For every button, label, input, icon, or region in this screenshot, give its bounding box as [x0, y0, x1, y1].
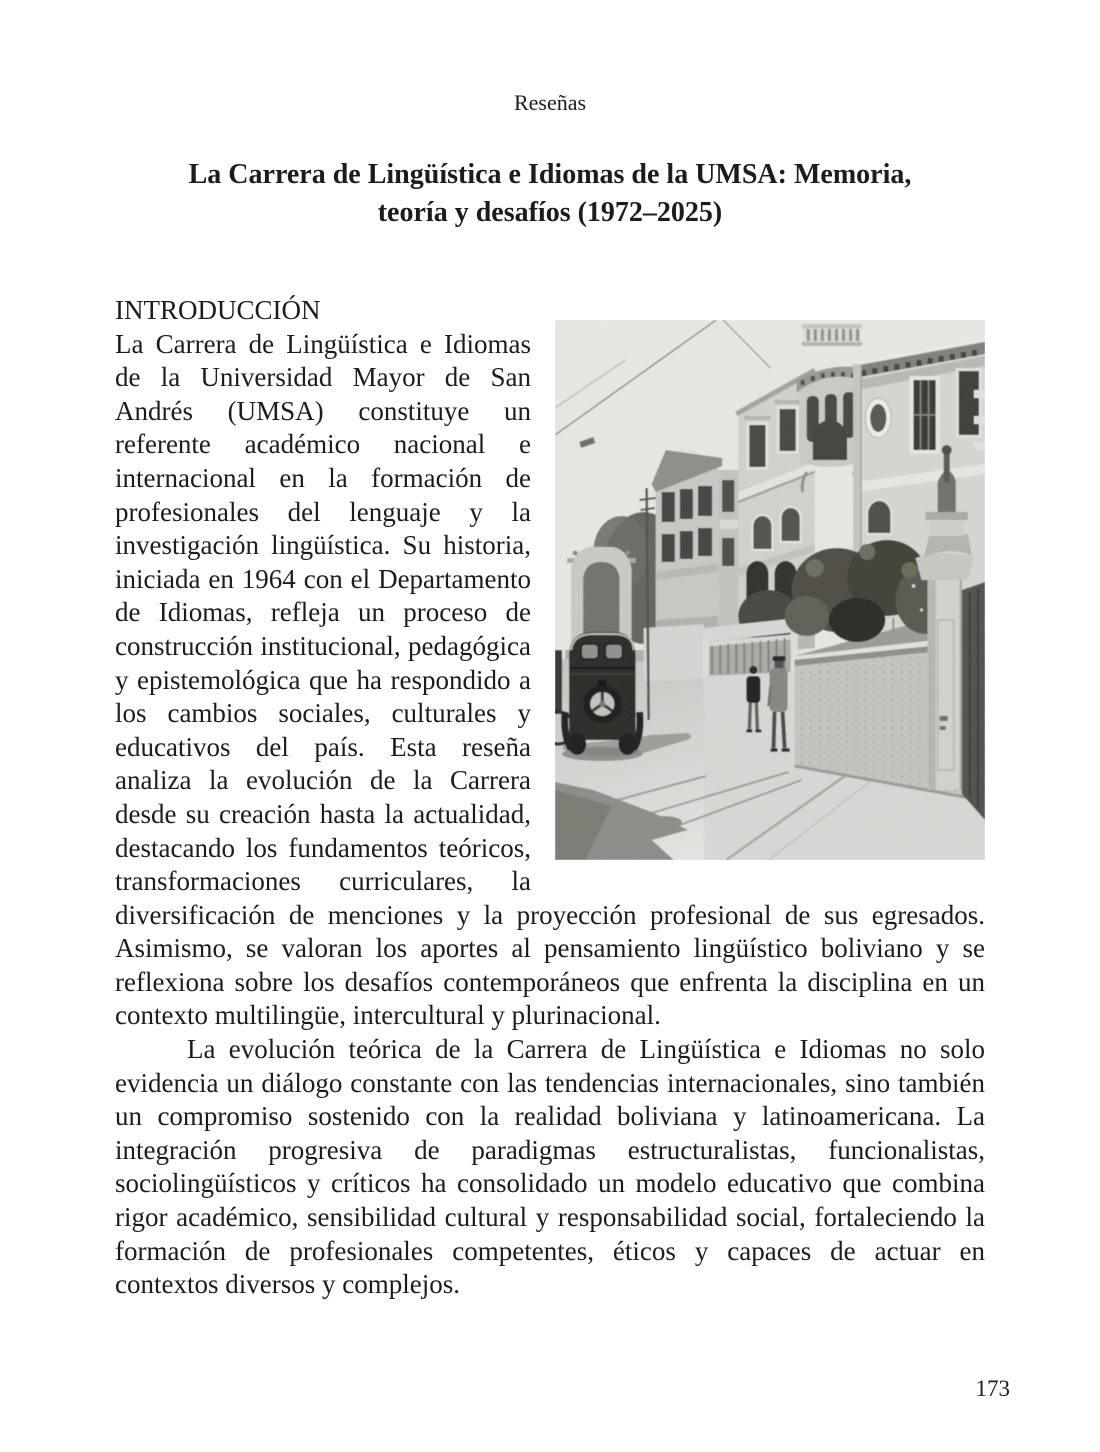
- running-header: Reseñas: [513, 90, 587, 115]
- article-body: [115, 294, 985, 1302]
- historic-street-photo: [555, 320, 985, 860]
- film-grain: [555, 320, 985, 860]
- article-title-line1: La Carrera de Lingüística e Idiomas de la UMSA: Memoria,: [188, 159, 912, 190]
- intro-paragraph: La Carrera de Lingüística e Idiomas de la Universidad Mayor de San Andrés (UMSA) constituye un referente académico nacional e internacional en la formación de profesionales del lenguaje y la investigación lingüística. Su historia, iniciada en 1964 con el Departamento de Idiomas, refleja un proceso de construcción institucional, pedagógica y epistemológica que ha respondido a los cambios sociales, culturales y educativos del país. Esta reseña analiza la evolución de la Carrera desde su creación hasta la actualidad, destacando los fundamentos teóricos, transformaciones curriculares, la diversificación de menciones y la proyección profesional de sus egresados. Asimismo, se valoran los aportes al pensamiento lingüístico boliviano y se reflexiona sobre los desafíos contemporáneos que enfrenta la disciplina en un contexto multilingüe, intercultural y plurinacional.: [115, 328, 985, 1031]
- article-title: [150, 156, 950, 232]
- page-number: 173: [975, 1376, 1010, 1401]
- article-title-line2: teoría y desafíos (1972–2025): [377, 197, 723, 228]
- second-paragraph: La evolución teórica de la Carrera de Lingüística e Idiomas no solo evidencia un diálogo constante con las tendencias internacionales, sino también un compromiso sostenido con la realidad boliviana y latinoamericana. La integración progresiva de paradigmas estructuralistas, funcionalistas, sociolingüísticos y críticos ha consolidado un modelo educativo que combina rigor académico, sensibilidad cultural y responsabilidad social, fortaleciendo la formación de profesionales competentes, éticos y capaces de actuar en contextos diversos y complejos.: [115, 1034, 985, 1300]
- section-heading: INTRODUCCIÓN: [115, 295, 321, 325]
- historic-photo-illustration: [555, 320, 985, 860]
